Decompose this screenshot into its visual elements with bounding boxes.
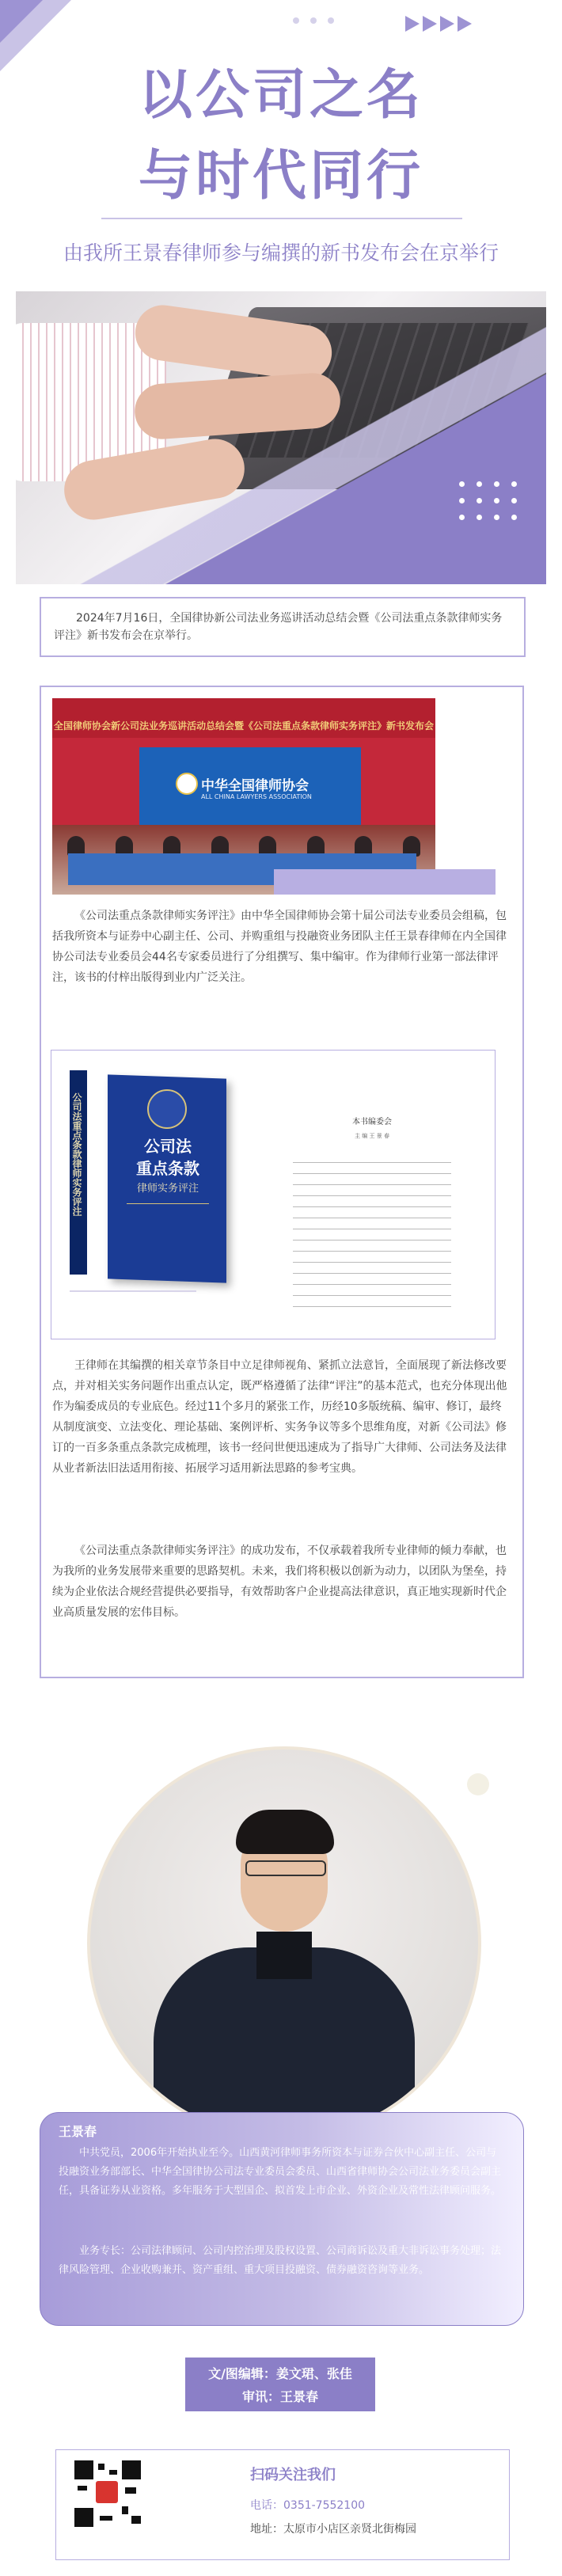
page-title-line1: 以公司之名 xyxy=(138,64,423,127)
follow-us-label: 扫码关注我们 xyxy=(250,2467,336,2483)
portrait-hair xyxy=(236,1810,334,1854)
lawyer-portrait xyxy=(87,1746,481,2141)
bio-name: 王景春 xyxy=(59,2124,97,2139)
hero-image-typing xyxy=(16,291,546,584)
book-page-subtitle: 主 编 王 景 春 xyxy=(355,1133,389,1139)
header-arrows-decoration xyxy=(405,16,472,32)
meeting-org-name-en: ALL CHINA LAWYERS ASSOCIATION xyxy=(201,793,312,800)
decor-circle xyxy=(467,1773,489,1795)
book-page-title: 本书编委会 xyxy=(352,1118,392,1127)
book-title-2: 重点条款 xyxy=(136,1159,199,1178)
book-spine-title: 公司法重点条款律师实务评注 xyxy=(71,1092,82,1216)
contact-phone: 电话：0351-7552100 xyxy=(250,2499,366,2512)
bio-text-1: 中共党员，2006年开始执业至今。山西黄河律师事务所资本与证券合伙中心副主任、公司与投融资业务部部长、中华全国律协公司法专业委员会委员、山西省律师协会公司法业务委员会副主任，具备证券从业资格。多年服务于大型国企、拟首发上市企业、外资企业及常性法律顾问服务。 xyxy=(59,2147,502,2197)
book-page-text-lines xyxy=(293,1156,451,1314)
meeting-banner-text: 全国律师协会新公司法业务巡讲活动总结会暨《公司法重点条款律师实务评注》新书发布会 xyxy=(53,720,434,731)
portrait-shirt xyxy=(256,1932,312,1979)
book-cover-line xyxy=(127,1203,209,1204)
credits-review: 审讯：王景春 xyxy=(241,2389,318,2404)
page-subtitle: 由我所王景春律师参与编撰的新书发布会在京举行 xyxy=(63,241,499,264)
qr-logo-icon xyxy=(96,2481,118,2503)
book-emblem-icon xyxy=(147,1089,187,1129)
credits-editors: 文/图编辑：姜文珺、张佳 xyxy=(208,2366,352,2381)
hero-dots-grid xyxy=(459,481,518,520)
book-underline xyxy=(70,1290,196,1292)
meeting-org-name: 中华全国律师协会 xyxy=(201,778,309,794)
header-corner-shape-dark xyxy=(0,0,43,43)
meeting-photo xyxy=(52,698,435,895)
title-divider xyxy=(101,218,462,219)
acla-logo-icon xyxy=(176,773,198,795)
header-dots-decoration xyxy=(293,17,334,24)
photo-accent-stripe xyxy=(52,869,496,895)
credits-box xyxy=(185,2358,375,2411)
article-paragraph-2: 王律师在其编撰的相关章节条目中立足律师视角、紧抓立法意旨，全面展现了新法修改要点，并对相关实务问题作出重点认定，既严格遵循了法律“评注”的基本范式，也充分体现出他作为编委成员的专业底色。经过11个多月的紧张工作，历经10多版统稿、编审、修订，最终从制度演变、立法变化、理论基础、案例评析、实务争议等多个思维角度，对新《公司法》修订的一百多条重点条款完成梳理，该书一经问世便迅速成为了指导广大律师、公司法务及法律从业者新法旧法适用衔接、拓展学习适用新法思路的参考宝典。 xyxy=(52,1359,507,1475)
portrait-glasses xyxy=(245,1860,326,1876)
page-title-line2: 与时代同行 xyxy=(138,145,423,207)
book-title-1: 公司法 xyxy=(144,1137,192,1156)
contact-address: 地址：太原市小店区亲贤北街梅园 xyxy=(250,2523,416,2536)
intro-text: 2024年7月16日，全国律协新公司法业务巡讲活动总结会暨《公司法重点条款律师实务评注》新书发布会在京举行。 xyxy=(54,612,503,642)
hero-diagonal-purple xyxy=(16,291,546,584)
article-paragraph-1: 《公司法重点条款律师实务评注》由中华全国律师协会第十届公司法专业委员会组稿，包括我所资本与证券中心副主任、公司、并购重组与投融资业务团队主任王景春律师在内全国律协公司法专业委员会44名专家委员进行了分组撰写、集中编审。作为律师行业第一部法律评注，该书的付梓出版得到业内广泛关注。 xyxy=(52,910,507,984)
bio-text-2: 业务专长：公司法律顾问、公司内控治理及股权设置、公司商诉讼及重大非诉讼事务处理；法律风险管理、企业收购兼并、资产重组、重大项目投融资、债券融资咨询等业务。 xyxy=(59,2245,502,2276)
article-paragraph-3: 《公司法重点条款律师实务评注》的成功发布，不仅承载着我所专业律师的倾力奉献，也为我所的业务发展带来重要的思路契机。未来，我们将积极以创新为动力，以团队为堡垒，持续为企业依法合规经营提供必要指导，有效帮助客户企业提高法律意识，真正地实现新时代企业高质量发展的宏伟目标。 xyxy=(52,1544,507,1619)
book-title-3: 律师实务评注 xyxy=(136,1183,199,1195)
